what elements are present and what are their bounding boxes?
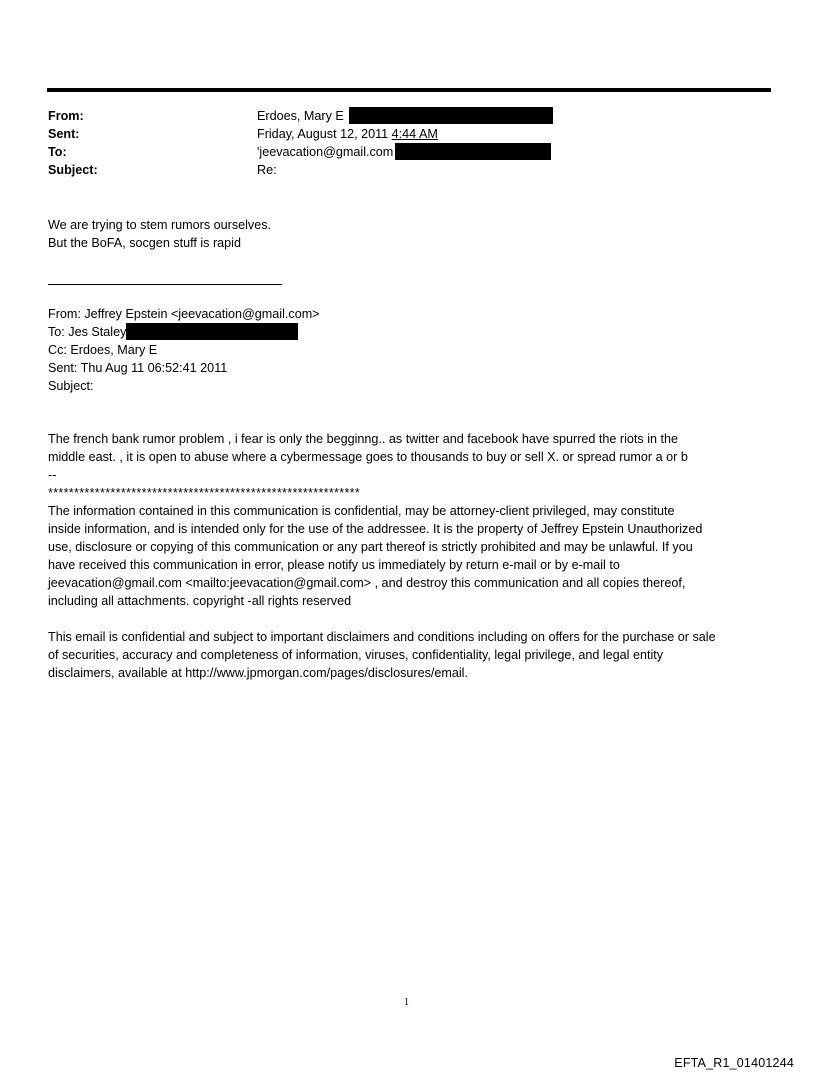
- disclaimer-line: of securities, accuracy and completeness of information, viruses, confidentiality, legal privilege, and legal entity: [48, 648, 664, 662]
- sent-label: Sent:: [48, 127, 80, 141]
- reply-line: But the BoFA, socgen stuff is rapid: [48, 236, 241, 250]
- disclaimer-line: use, disclosure or copying of this communication or any part thereof is strictly prohibited and may be unlawful. If you: [48, 540, 693, 554]
- email-header: [48, 107, 748, 179]
- quoted-subject: Subject:: [48, 379, 94, 393]
- to-address: 'jeevacation@gmail.com: [257, 145, 394, 159]
- from-label: From:: [48, 109, 84, 123]
- quoted-from: From: Jeffrey Epstein <jeevacation@gmail.com>: [48, 307, 320, 321]
- sent-time: 4:44 AM: [391, 127, 438, 141]
- from-name: Erdoes, Mary E: [257, 109, 344, 123]
- from-row: [48, 107, 748, 125]
- quote-separator: [48, 284, 282, 285]
- reply-line: We are trying to stem rumors ourselves.: [48, 218, 272, 232]
- header-rule: [47, 88, 771, 92]
- redaction-box: [395, 143, 551, 160]
- confidentiality-disclaimer: [48, 502, 702, 610]
- disclaimer-line: jeevacation@gmail.com <mailto:jeevacation@gmail.com> , and destroy this communication and all copies thereof,: [48, 576, 686, 590]
- quoted-cc: Cc: Erdoes, Mary E: [48, 343, 158, 357]
- disclaimer-line: have received this communication in error, please notify us immediately by return e-mail or by e-mail to: [48, 558, 620, 572]
- sent-date: Friday, August 12, 2011: [257, 127, 389, 141]
- subject-value: Re:: [257, 163, 277, 177]
- quoted-body: [48, 430, 688, 502]
- bates-number: EFTA_R1_01401244: [674, 1056, 794, 1070]
- body-line: The french bank rumor problem , i fear is only the beggin​ng.. as twitter and facebook have spurred the riots in the: [48, 432, 679, 446]
- reply-body: [48, 216, 271, 252]
- disclaimer-line: including all attachments. copyright -all rights reserved: [48, 594, 352, 608]
- signature-dash: --: [48, 468, 57, 482]
- redaction-box: [349, 107, 553, 124]
- sent-value: [257, 125, 438, 143]
- star-divider: ************************************************************: [48, 486, 361, 500]
- redaction-box: [126, 323, 298, 340]
- disclaimer-line: inside information, and is intended only for the use of the addressee. It is the property of Jeffrey Epstein Unauthorized: [48, 522, 703, 536]
- quoted-sent: Sent: Thu Aug 11 06:52:41 2011: [48, 361, 228, 375]
- subject-label: Subject:: [48, 163, 98, 177]
- disclaimer-line: The information contained in this communication is confidential, may be attorney-client privileged, may constitute: [48, 504, 675, 518]
- disclaimer-line: disclaimers, available at http://www.jpmorgan.com/pages/disclosures/email.: [48, 666, 468, 680]
- sent-row: [48, 125, 748, 143]
- to-row: [48, 143, 748, 161]
- body-line: middle east. , it is open to abuse where a cybermessage goes to thousands to buy or sell X. or spread rumor a or b: [48, 450, 688, 464]
- quoted-to: To: Jes Staley: [48, 323, 320, 341]
- from-value: [257, 107, 553, 125]
- jpmorgan-disclaimer: [48, 628, 716, 682]
- to-value: [257, 143, 551, 161]
- page-number: 1: [404, 997, 409, 1008]
- subject-row: [48, 161, 748, 179]
- disclaimer-line: This email is confidential and subject to important disclaimers and conditions including on offers for the purchase or sale: [48, 630, 716, 644]
- to-label: To:: [48, 145, 67, 159]
- quoted-header: [48, 305, 320, 395]
